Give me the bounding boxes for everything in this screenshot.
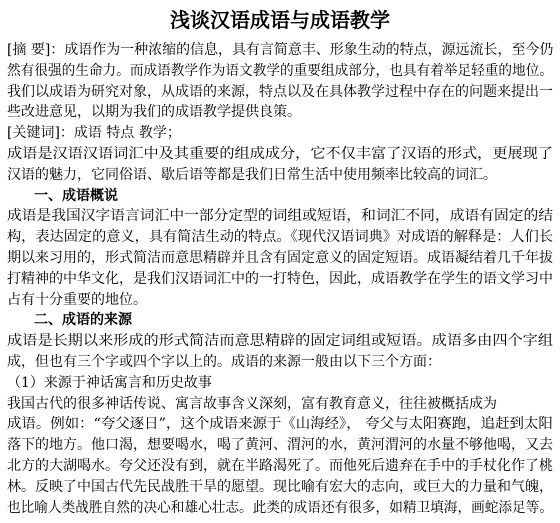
text-line: 北方的大湖喝水。夸父还没有到，就在半路渴死了。而他死后遗弃在手中的手杖化作了桃 bbox=[7, 458, 553, 474]
text-line: 汉语的魅力，它同俗语、歇后语等都是我们日常生活中使用频率比较高的词汇。 bbox=[7, 166, 497, 183]
text-line: 成语是我国汉字语言词汇中一部分定型的词组或短语，和词汇不同，成语有固定的结 bbox=[7, 208, 553, 225]
text-line: 些改进意见，以期为我们的成语教学提供良策。 bbox=[7, 104, 301, 121]
text-line: 成语。例如：“夸父逐日”，这个成语来源于《山海经》， 夸父与太阳赛跑，追赶到太阳 bbox=[7, 416, 553, 433]
text-line: 也比喻人类战胜自然的决心和雄心壮志。此类的成语还有很多，如精卫填海，画蛇添足等。 bbox=[7, 499, 553, 516]
text-line: 成，但也有三个字或四个字以上的。成语的来源一般由以下三个方面： bbox=[7, 354, 441, 370]
text-line: 期以来习用的，形式简洁而意思精辟并且含有固定意义的固定短语。成语凝结着几千年拔 bbox=[7, 250, 553, 266]
document-title: 浅谈汉语成语与成语教学 bbox=[170, 8, 390, 32]
text-line: 然有很强的生命力。而成语教学作为语文教学的重要组成部分，也具有着举足轻重的地位。 bbox=[7, 62, 553, 79]
text-line: 成语是汉语汉语词汇中及其重要的组成成分，它不仅丰富了汉语的形式，更展现了 bbox=[7, 146, 553, 162]
section-heading: 二、成语的来源 bbox=[34, 312, 132, 329]
text-line: 落下的地方。他口渴，想要喝水，喝了黄河、渭河的水，黄河渭河的水量不够他喝，又去 bbox=[7, 437, 553, 454]
text-line: 构，表达固定的意义，具有简洁生动的特点。《现代汉语词典》对成语的解释是：人们长 bbox=[7, 229, 553, 246]
text-line: 打精神的中华文化，是我们汉语词汇中的一打特色，因此，成语教学在学生的语文学习中 bbox=[7, 270, 553, 287]
text-line: 成语是长期以来形成的形式简洁而意思精辟的固定词组或短语。成语多由四个字组 bbox=[7, 333, 553, 350]
text-line: [摘 要]：成语作为一种浓缩的信息，具有言简意丰、形象生动的特点，源远流长，至今仍 bbox=[7, 42, 554, 58]
text-line: 林。反映了中国古代先民战胜干旱的愿望。现比喻有宏大的志向，或巨大的力量和气魄， bbox=[7, 478, 553, 495]
section-heading: 一、成语概说 bbox=[34, 187, 118, 204]
text-line: 我国古代的很多神话传说、寓言故事含义深刻，富有教育意义，往往被概括成为 bbox=[7, 395, 497, 412]
text-line: 占有十分重要的地位。 bbox=[7, 291, 147, 308]
text-line: （1）来源于神话寓言和历史故事 bbox=[7, 374, 212, 391]
text-line: 我们以成语为研究对象，从成语的来源，特点以及在具体教学过程中存在的问题来提出一 bbox=[7, 83, 553, 100]
text-line: [关键词]：成语 特点 教学； bbox=[7, 125, 181, 142]
